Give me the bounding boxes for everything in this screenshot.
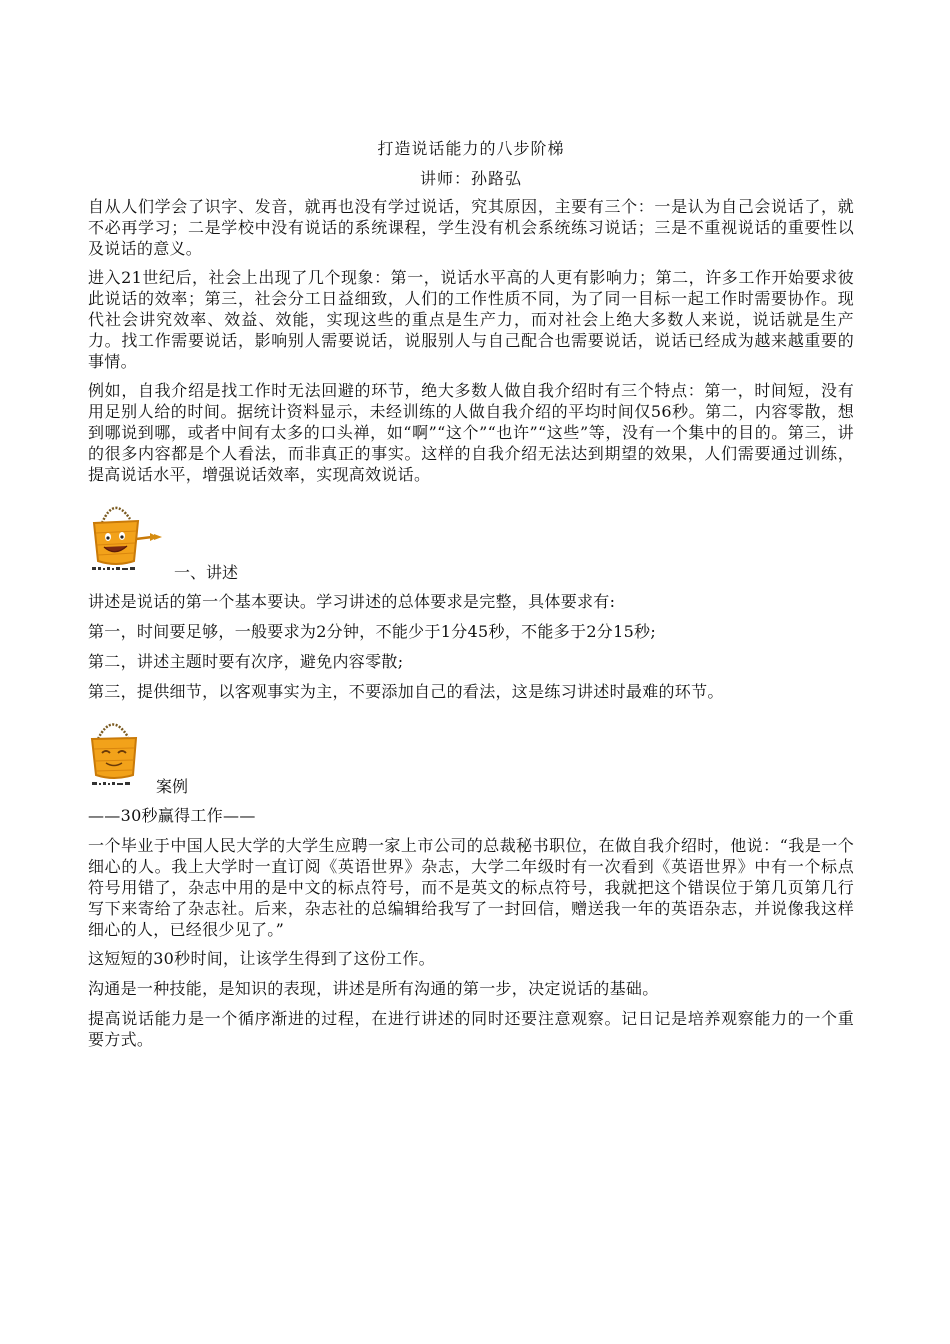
section1-paragraph-2: 第一，时间要足够，一般要求为2分钟，不能少于1分45秒，不能多于2分15秒; [88, 622, 657, 641]
section1-heading: 一、讲述 [174, 563, 239, 582]
section1-heading-row [88, 493, 854, 585]
section1-paragraph-3: 第二，讲述主题时要有次序，避免内容零散; [88, 652, 404, 671]
case-heading: 案例 [156, 777, 189, 796]
document-title: 打造说话能力的八步阶梯 [377, 139, 565, 158]
section1-paragraph-4: 第三，提供细节，以客观事实为主，不要添加自己的看法，这是练习讲述时最难的环节。 [88, 682, 724, 701]
intro-paragraph-3: 例如，自我介绍是找工作时无法回避的环节，绝大多数人做自我介绍时有三个特点：第一，时间短，没有用足别人给的时间。据统计资料显示，未经训练的人做自我介绍的平均时间仅56秒。第二，内容零散，想到哪说到哪，或者中间有太多的口头禅，如“啊”“这个”“也许”“这些”等，没有一个集中的目的。第三，讲的很多内容都是个人看法，而非真正的事实。这样的自我介绍无法达到期望的效果，人们需要通过训练，提高说话水平，增强说话效率，实现高效说话。 [88, 381, 854, 484]
document-page [88, 138, 854, 1058]
section1-paragraph-1: 讲述是说话的第一个基本要诀。学习讲述的总体要求是完整，具体要求有: [88, 592, 616, 611]
case-subtitle: ——30秒赢得工作—— [88, 806, 256, 825]
smiling-basket-icon [88, 493, 170, 573]
intro-paragraph-2: 进入21世纪后，社会上出现了几个现象：第一，说话水平高的人更有影响力；第二，许多工作开始要求彼此说话的效率；第三，社会分工日益细致，人们的工作性质不同，为了同一目标一起工作时需要协作。现代社会讲究效率、效益、效能，实现这些的重点是生产力，而对社会上绝大多数人来说，说话就是生产力。找工作需要说话，影响别人需要说话，说服别人与自己配合也需要说话，说话已经成为越来越重要的事情。 [88, 268, 854, 371]
basket-face-icon [88, 711, 158, 787]
case-paragraph-3: 沟通是一种技能，是知识的表现，讲述是所有沟通的第一步，决定说话的基础。 [88, 979, 659, 998]
case-paragraph-4: 提高说话能力是一个循序渐进的过程，在进行讲述的同时还要注意观察。记日记是培养观察能力的一个重要方式。 [88, 1009, 854, 1049]
case-paragraph-1: 一个毕业于中国人民大学的大学生应聘一家上市公司的总裁秘书职位，在做自我介绍时，他说：“我是一个细心的人。我上大学时一直订阅《英语世界》杂志，大学二年级时有一次看到《英语世界》中有一个标点符号用错了，杂志中用的是中文的标点符号，而不是英文的标点符号，我就把这个错误位于第几页第几行写下来寄给了杂志社。后来，杂志社的总编辑给我写了一封回信，赠送我一年的英语杂志，并说像我这样细心的人，已经很少见了。” [88, 836, 854, 939]
case-paragraph-2: 这短短的30秒时间，让该学生得到了这份工作。 [88, 949, 435, 968]
intro-paragraph-1: 自从人们学会了识字、发音，就再也没有学过说话，究其原因，主要有三个：一是认为自己会说话了，就不必再学习；二是学校中没有说话的系统课程，学生没有机会系统练习说话；三是不重视说话的重要性以及说话的意义。 [88, 197, 854, 258]
lecturer-line: 讲师：孙路弘 [419, 169, 522, 188]
case-heading-row [88, 711, 854, 799]
